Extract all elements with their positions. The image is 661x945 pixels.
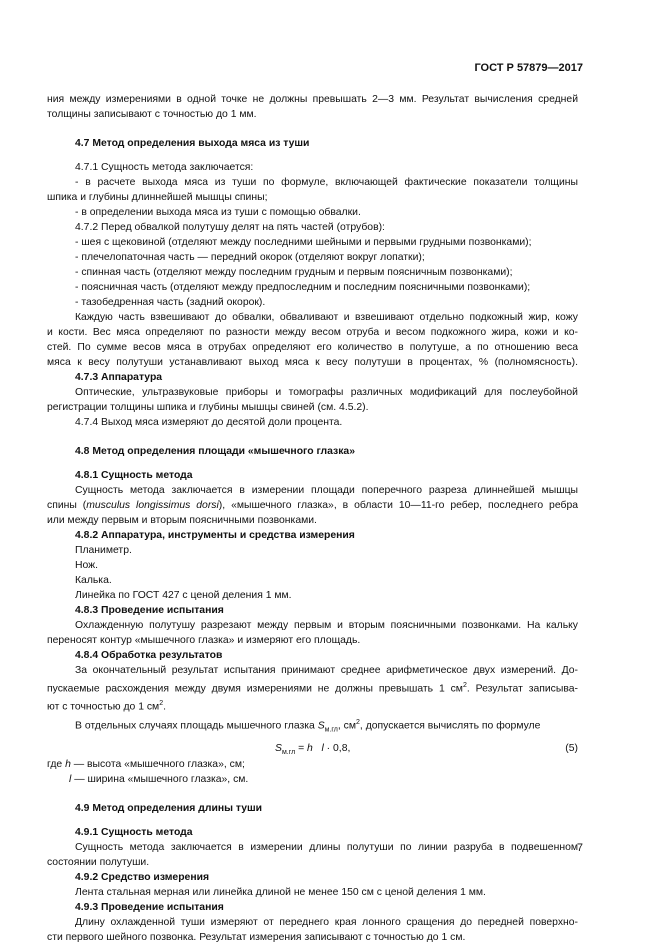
para-4-7-3-a: Оптические, ультразвуковые приборы и томографы различных модификаций для послеубойной (75, 387, 578, 398)
para-4-8-3-b: переносят контур «мышечного глазка» и измеряют его площадь. (47, 635, 361, 646)
heading-4-8-4: 4.8.4 Обработка результатов (75, 650, 223, 661)
latin-term: musculus longissimus dorsi (86, 500, 219, 511)
para-4-9-3-b: сти первого шейного позвонка. Результат измерения записывают с точностью до 1 см. (47, 932, 466, 944)
para-4-9-3-a: Длину охлажденной туши измеряют от переднего края лонного сращения до передней поверхно- (75, 917, 578, 929)
cut-item: - плечелопаточная часть — передний окорок (отделяют вокруг лопатки); (75, 252, 425, 263)
bullet-1a: - в расчете выхода мяса из туши по формуле, включающей фактические показатели толщины (75, 177, 578, 188)
para-line: стей. По сумме весов мяса в отрубах определяют его количество в полутуше, а по отношению веса (47, 342, 578, 353)
heading-4-9-3: 4.9.3 Проведение испытания (75, 902, 224, 914)
where-l: l — ширина «мышечного глазка», см. (69, 774, 249, 786)
formula-number: (5) (565, 743, 578, 755)
para-4-7-3-b: регистрации толщины шпика и глубины мышцы свиней (см. 4.5.2). (47, 402, 369, 413)
heading-4-8-2: 4.8.2 Аппаратура, инструменты и средства измерения (75, 530, 355, 541)
para-4-7-2: 4.7.2 Перед обвалкой полутушу делят на пять частей (отрубов): (75, 222, 385, 233)
heading-4-8-3: 4.8.3 Проведение испытания (75, 605, 224, 616)
section-4-7-title: 4.7 Метод определения выхода мяса из туши (75, 138, 310, 149)
bullet-1b: шпика и глубины длиннейшей мышцы спины; (47, 192, 268, 203)
para-4-8-4-d: В отдельных случаях площадь мышечного глазка $S_{м.гл}$, $см^2$, допускается вычислять по формуле (75, 718, 541, 734)
equipment-item: Планиметр. (75, 545, 132, 556)
section-4-8-title: 4.8 Метод определения площади «мышечного глазка» (75, 446, 355, 457)
para-line: Каждую часть взвешивают до обвалки, обваливают и взвешивают отдельно подкожный жир, кожу (75, 312, 578, 323)
heading-4-7-3: 4.7.3 Аппаратура (75, 372, 163, 383)
formula-5 (47, 737, 578, 757)
equipment-item: Нож. (75, 560, 99, 571)
page-content (47, 92, 578, 945)
intro-line-1: ния между измерениями в одной точке не должны превышать 2—3 мм. Результат вычисления средней (47, 94, 578, 105)
intro-line-2: толщины записывают с точностью до 1 мм. (47, 109, 257, 120)
cut-item: - спинная часть (отделяют между последним грудным и первым поясничным позвонками); (75, 267, 513, 278)
para-4-8-4-b: пускаемые расхождения между двумя измерениями не должны превышать 1 $см^2$. Результат записыва- (47, 682, 578, 695)
heading-4-8-1: 4.8.1 Сущность метода (75, 470, 193, 481)
para-4-9-1-a: Сущность метода заключается в измерении длины полутуши по линии разруба в подвешенном (75, 842, 578, 854)
para-4-8-4-a: За окончательный результат испытания принимают среднее арифметическое двух измерений. До- (75, 665, 578, 676)
page-number: 7 (576, 842, 583, 854)
cut-item: - шея с щековиной (отделяют между последними шейными и первыми грудными позвонками); (75, 237, 532, 248)
equipment-item: Линейка по ГОСТ 427 с ценой деления 1 мм. (75, 590, 292, 601)
where-h: где h — высота «мышечного глазка», см; (47, 759, 245, 771)
bullet-2: - в определении выхода мяса из туши с помощью обвалки. (75, 207, 361, 218)
formula-expression: $S_{м.гл} = h$ l · 0,8, (275, 743, 351, 757)
equipment-item: Калька. (75, 575, 112, 586)
cut-item: - тазобедренная часть (задний окорок). (75, 297, 266, 308)
para-4-8-1-b: спины (musculus longissimus dorsi), «мышечного глазка», в области 10—11-го ребер, последнего ребра (47, 500, 578, 511)
para-4-8-1-c: или между первым и вторым поясничными позвонками. (47, 515, 317, 526)
heading-4-9-1: 4.9.1 Сущность метода (75, 827, 193, 839)
cut-item: - поясничная часть (отделяют между предпоследним и последним поясничными позвонками); (75, 282, 531, 293)
para-4-9-2: Лента стальная мерная или линейка длиной не менее 150 см с ценой деления 1 мм. (75, 887, 486, 899)
section-4-9-title: 4.9 Метод определения длины туши (75, 803, 263, 815)
standard-header: ГОСТ Р 57879—2017 (474, 62, 583, 74)
para-line: мяса к весу полутуши устанавливают выход мяса к весу полутуши в процентах, % (полномясность). (47, 357, 578, 368)
para-4-7-4: 4.7.4 Выход мяса измеряют до десятой доли процента. (75, 417, 343, 428)
para-4-7-1: 4.7.1 Сущность метода заключается: (75, 162, 254, 173)
para-4-8-4-c: ют с точностью до 1 $см^2$. (47, 700, 166, 713)
para-4-9-1-b: состоянии полутуши. (47, 857, 150, 869)
para-line: и кости. Вес мяса определяют по разности между весом отруба и весом подкожного жира, кожи и ко- (47, 327, 578, 338)
heading-4-9-2: 4.9.2 Средство измерения (75, 872, 210, 884)
para-4-8-3-a: Охлажденную полутушу разрезают между первым и вторым поясничными позвонками. На кальку (75, 620, 578, 631)
para-4-8-1-a: Сущность метода заключается в измерении площади поперечного разреза длиннейшей мышцы (75, 485, 578, 496)
